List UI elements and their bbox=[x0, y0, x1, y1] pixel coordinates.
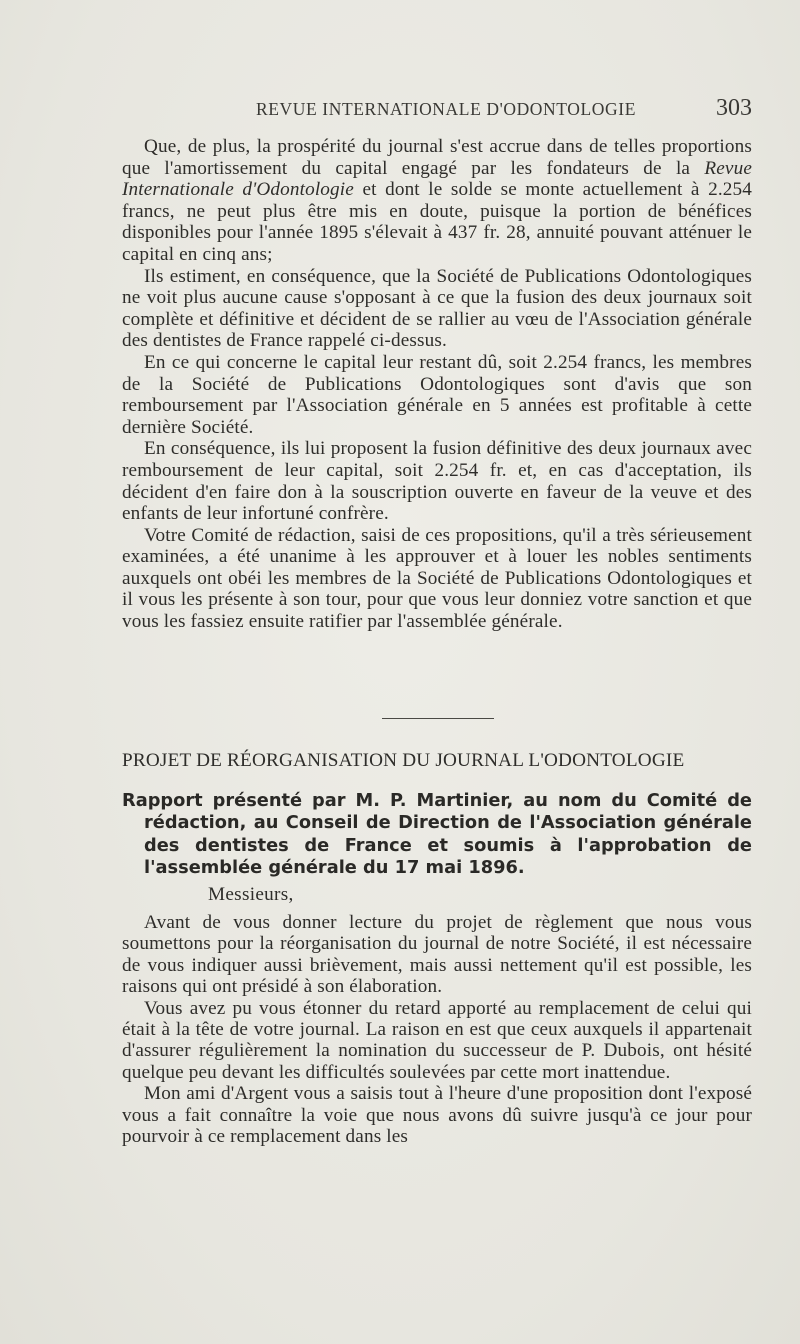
paragraph-text: Que, de plus, la prospérité du journal s'est accrue dans de telles proportions que l'amortissement du capital engagé par les fondateurs de la bbox=[122, 136, 752, 179]
section-1-body bbox=[122, 136, 752, 633]
paragraph bbox=[122, 136, 752, 266]
paragraph-text: et dont le solde se monte actuellement à 2.254 francs, ne peut plus être mis en doute, puisque la portion de bénéfices disponibles pour l'année 1895 s'élevait à 437 fr. 28, annuité pouvant atténuer le capital en cinq ans; bbox=[122, 179, 752, 265]
running-header bbox=[122, 95, 752, 125]
paragraph: Mon ami d'Argent vous a saisis tout à l'heure d'une proposition dont l'exposé vous a fait connaître la voie que nous avons dû suivre jusqu'à ce jour pour pourvoir à ce remplacement dans les bbox=[122, 1083, 752, 1148]
paragraph: Avant de vous donner lecture du projet de règlement que nous vous soumettons pour la réorganisation du journal de notre Société, il est nécessaire de vous indiquer aussi brièvement, mais aussi nettement qu'il est possible, les raisons qui ont présidé à son élaboration. bbox=[122, 912, 752, 998]
report-subtitle-text: Rapport présenté par M. P. Martinier, au nom du Comité de rédaction, au Conseil de Direction de l'Association générale des dentistes de France et soumis à l'approbation de l'assemblée générale du 17 mai 1896. bbox=[122, 790, 752, 878]
paragraph: Vous avez pu vous étonner du retard apporté au remplacement de celui qui était à la tête de votre journal. La raison en est que ceux auxquels il appartenait d'assurer régulièrement la nomination du successeur de P. Dubois, ont hésité quelque peu devant les difficultés soulevées par cette mort inattendue. bbox=[122, 997, 752, 1083]
running-title: REVUE INTERNATIONALE D'ODONTOLOGIE bbox=[256, 99, 636, 119]
paragraph: Ils estiment, en conséquence, que la Société de Publications Odontologiques ne voit plus aucune cause s'opposant à ce que la fusion des deux journaux soit complète et définitive et décident de se rallier au vœu de l'Association générale des dentistes de France rappelé ci-dessus. bbox=[122, 265, 752, 352]
journal-title-italic: Revue Internationale d'Odontologie bbox=[122, 157, 752, 201]
section-heading: PROJET DE RÉORGANISATION DU JOURNAL L'ODONTOLOGIE bbox=[122, 750, 685, 771]
paragraph: En conséquence, ils lui proposent la fusion définitive des deux journaux avec remboursement de leur capital, soit 2.254 fr. et, en cas d'acceptation, ils décident d'en faire don à la souscription ouverte en faveur de la veuve et des enfants de leur infortuné confrère. bbox=[122, 438, 752, 525]
page-number: 303 bbox=[716, 95, 752, 121]
paragraph: En ce qui concerne le capital leur restant dû, soit 2.254 francs, les membres de la Société de Publications Odontologiques sont d'avis que son remboursement par l'Association générale en 5 années est profitable à cette dernière Société. bbox=[122, 351, 752, 438]
salutation: Messieurs, bbox=[208, 884, 294, 905]
section-divider bbox=[382, 718, 494, 719]
section-2-body bbox=[122, 912, 752, 1147]
report-subtitle bbox=[122, 790, 752, 879]
paragraph: Votre Comité de rédaction, saisi de ces propositions, qu'il a très sérieusement examinées, a été unanime à les approuver et à louer les nobles sentiments auxquels ont obéi les membres de la Société de Publications Odontologiques et il vous les présente à son tour, pour que vous leur donniez votre sanction et que vous les fassiez ensuite ratifier par l'assemblée générale. bbox=[122, 524, 752, 633]
